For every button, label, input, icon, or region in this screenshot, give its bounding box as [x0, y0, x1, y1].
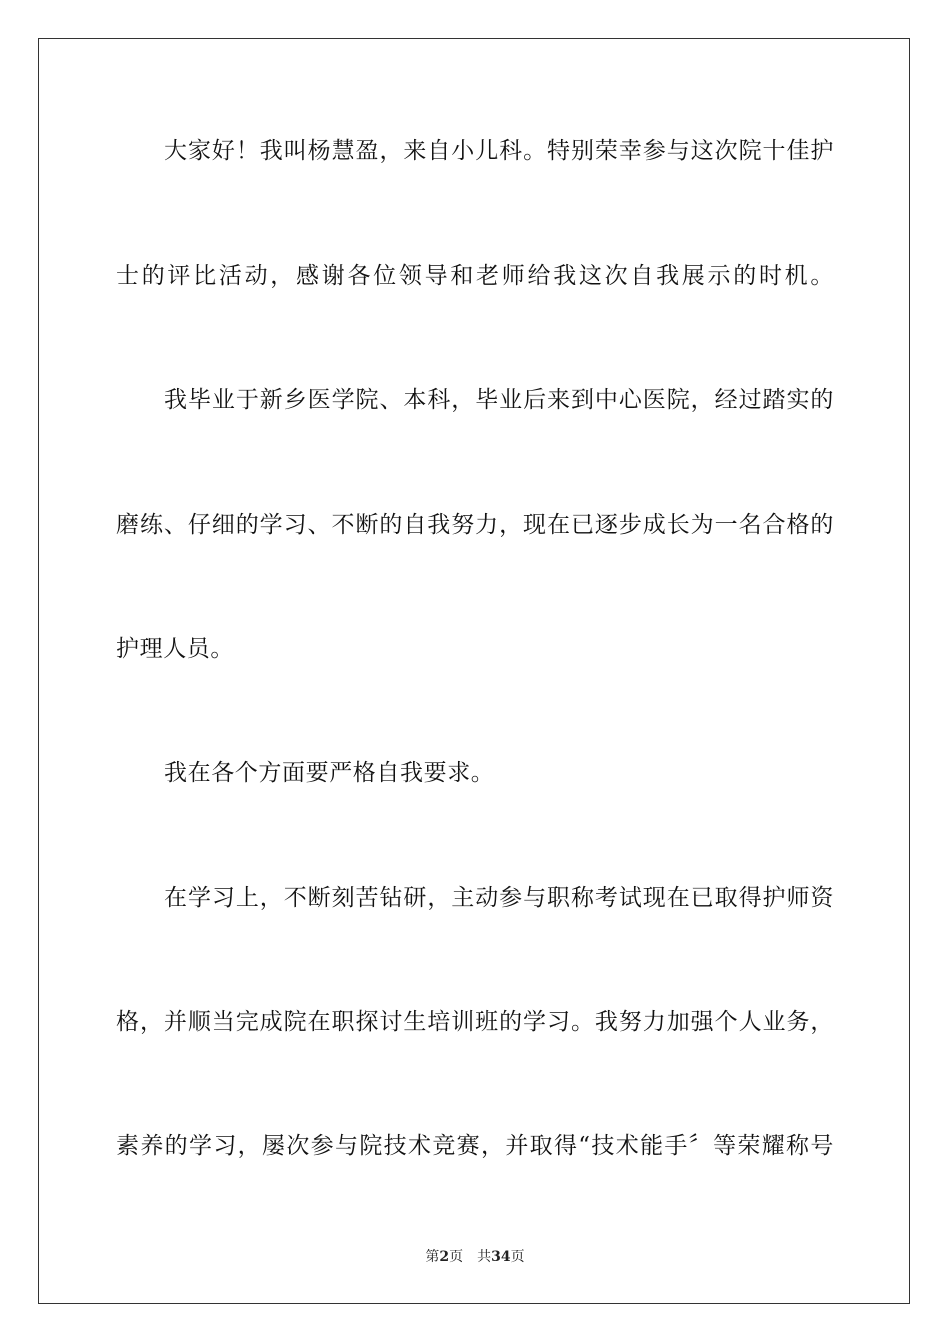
paragraph-4-line-3: 素养的学习，屡次参与院技术竞赛，并取得“技术能手〞等荣耀称号 [116, 1133, 834, 1159]
footer-total-prefix: 共 [477, 1249, 492, 1265]
footer-page-number: 2 [439, 1249, 450, 1265]
page-border [38, 38, 910, 1304]
paragraph-4-line-1: 在学习上，不断刻苦钻研，主动参与职称考试现在已取得护师资 [164, 885, 834, 911]
footer-page-suffix: 页 [449, 1249, 464, 1265]
paragraph-2-line-1: 我毕业于新乡医学院、本科，毕业后来到中心医院，经过踏实的 [164, 387, 834, 413]
paragraph-2-line-2: 磨练、仔细的学习、不断的自我努力，现在已逐步成长为一名合格的 [116, 512, 834, 538]
footer-total-pages: 34 [491, 1249, 511, 1265]
footer-total-suffix: 页 [510, 1249, 525, 1265]
footer-page-prefix: 第 [425, 1249, 440, 1265]
page-footer [0, 1248, 950, 1266]
paragraph-2-line-3: 护理人员。 [116, 636, 234, 662]
paragraph-4-line-2: 格，并顺当完成院在职探讨生培训班的学习。我努力加强个人业务， [116, 1009, 834, 1035]
paragraph-1-line-2: 士的评比活动，感谢各位领导和老师给我这次自我展示的时机。 [116, 263, 834, 289]
paragraph-1-line-1: 大家好！我叫杨慧盈，来自小儿科。特别荣幸参与这次院十佳护 [164, 138, 834, 164]
paragraph-3-line-1: 我在各个方面要严格自我要求。 [164, 760, 495, 786]
